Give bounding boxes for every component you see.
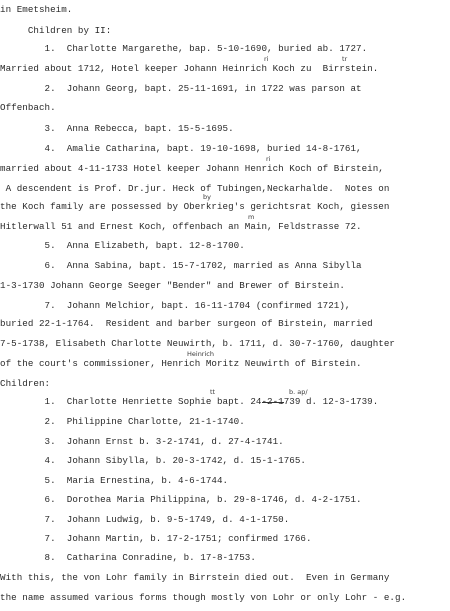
text-line: 7. Johann Ludwig, b. 9-5-1749, d. 4-1-1750. <box>0 514 290 525</box>
handwritten-annotation: tt <box>210 388 216 396</box>
handwritten-annotation: by <box>203 193 211 201</box>
handwritten-annotation: m <box>248 213 255 221</box>
text-line: 5. Anna Elizabeth, bapt. 12-8-1700. <box>0 240 245 251</box>
text-line: 5. Maria Ernestina, b. 4-6-1744. <box>0 475 229 486</box>
text-line: 8. Catharina Conradine, b. 17-8-1753. <box>0 552 256 563</box>
text-line: 2. Johann Georg, bapt. 25-11-1691, in 1722 was parson at <box>0 83 362 94</box>
handwritten-annotation: tr <box>342 55 348 63</box>
strikethrough-mark <box>262 402 284 403</box>
text-line: Offenbach. <box>0 102 56 113</box>
text-line: With this, the von Lohr family in Birrstein died out. Even in Germany <box>0 572 390 583</box>
text-line: Children: <box>0 378 51 389</box>
text-line: 1. Charlotte Margarethe, bap. 5-10-1690, buried ab. 1727. <box>0 43 368 54</box>
text-line: 2. Philippine Charlotte, 21-1-1740. <box>0 416 245 427</box>
text-line: 7-5-1738, Elisabeth Charlotte Neuwirth, b. 1711, d. 30-7-1760, daughter <box>0 338 396 349</box>
text-line: the Koch family are possessed by Oberkrieg's gerichtsrat Koch, giessen <box>0 201 390 212</box>
text-line: 1-3-1730 Johann George Seeger "Bender" and Brewer of Birstein. <box>0 280 345 291</box>
text-line: 3. Anna Rebecca, bapt. 15-5-1695. <box>0 123 234 134</box>
text-line: of the court's commissioner, Henrich Moritz Neuwirth of Birstein. <box>0 358 362 369</box>
text-line: 4. Amalie Catharina, bapt. 19-10-1698, buried 14-8-1761, <box>0 143 362 154</box>
text-line: in Emetsheim. <box>0 4 73 15</box>
text-line: 4. Johann Sibylla, b. 20-3-1742, d. 15-1-1765. <box>0 455 306 466</box>
text-line: 7. Johann Melchior, bapt. 16-11-1704 (confirmed 1721), <box>0 300 351 311</box>
text-line: Children by II: <box>0 25 112 36</box>
text-line: 1. Charlotte Henriette Sophie bapt. 24-2-1739 d. 12-3-1739. <box>0 396 379 407</box>
text-line: 3. Johann Ernst b. 3-2-1741, d. 27-4-1741. <box>0 436 284 447</box>
handwritten-annotation: ri <box>266 155 271 163</box>
text-line: 6. Dorothea Maria Philippina, b. 29-8-1746, d. 4-2-1751. <box>0 494 362 505</box>
text-line: 6. Anna Sabina, bapt. 15-7-1702, married as Anna Sibylla <box>0 260 362 271</box>
text-line: Married about 1712, Hotel keeper Johann Heinrich Koch zu Birrstein. <box>0 63 379 74</box>
text-line: Hitlerwall 51 and Ernest Koch, offenbach an Main, Feldstrasse 72. <box>0 221 362 232</box>
text-line: the name assumed various forms though mostly von Lohr or only Lohr - e.g. <box>0 592 407 603</box>
text-line: buried 22-1-1764. Resident and barber surgeon of Birstein, married <box>0 318 373 329</box>
handwritten-annotation: b. ap/ <box>289 388 308 396</box>
handwritten-annotation: ri <box>264 55 269 63</box>
text-line: married about 4-11-1733 Hotel keeper Johann Henrich Koch of Birstein, <box>0 163 384 174</box>
text-line: A descendent is Prof. Dr.jur. Heck of Tubingen,Neckarhalde. Notes on <box>0 183 390 194</box>
text-line: 7. Johann Martin, b. 17-2-1751; confirmed 1766. <box>0 533 312 544</box>
handwritten-annotation: Heinrich <box>187 350 214 358</box>
